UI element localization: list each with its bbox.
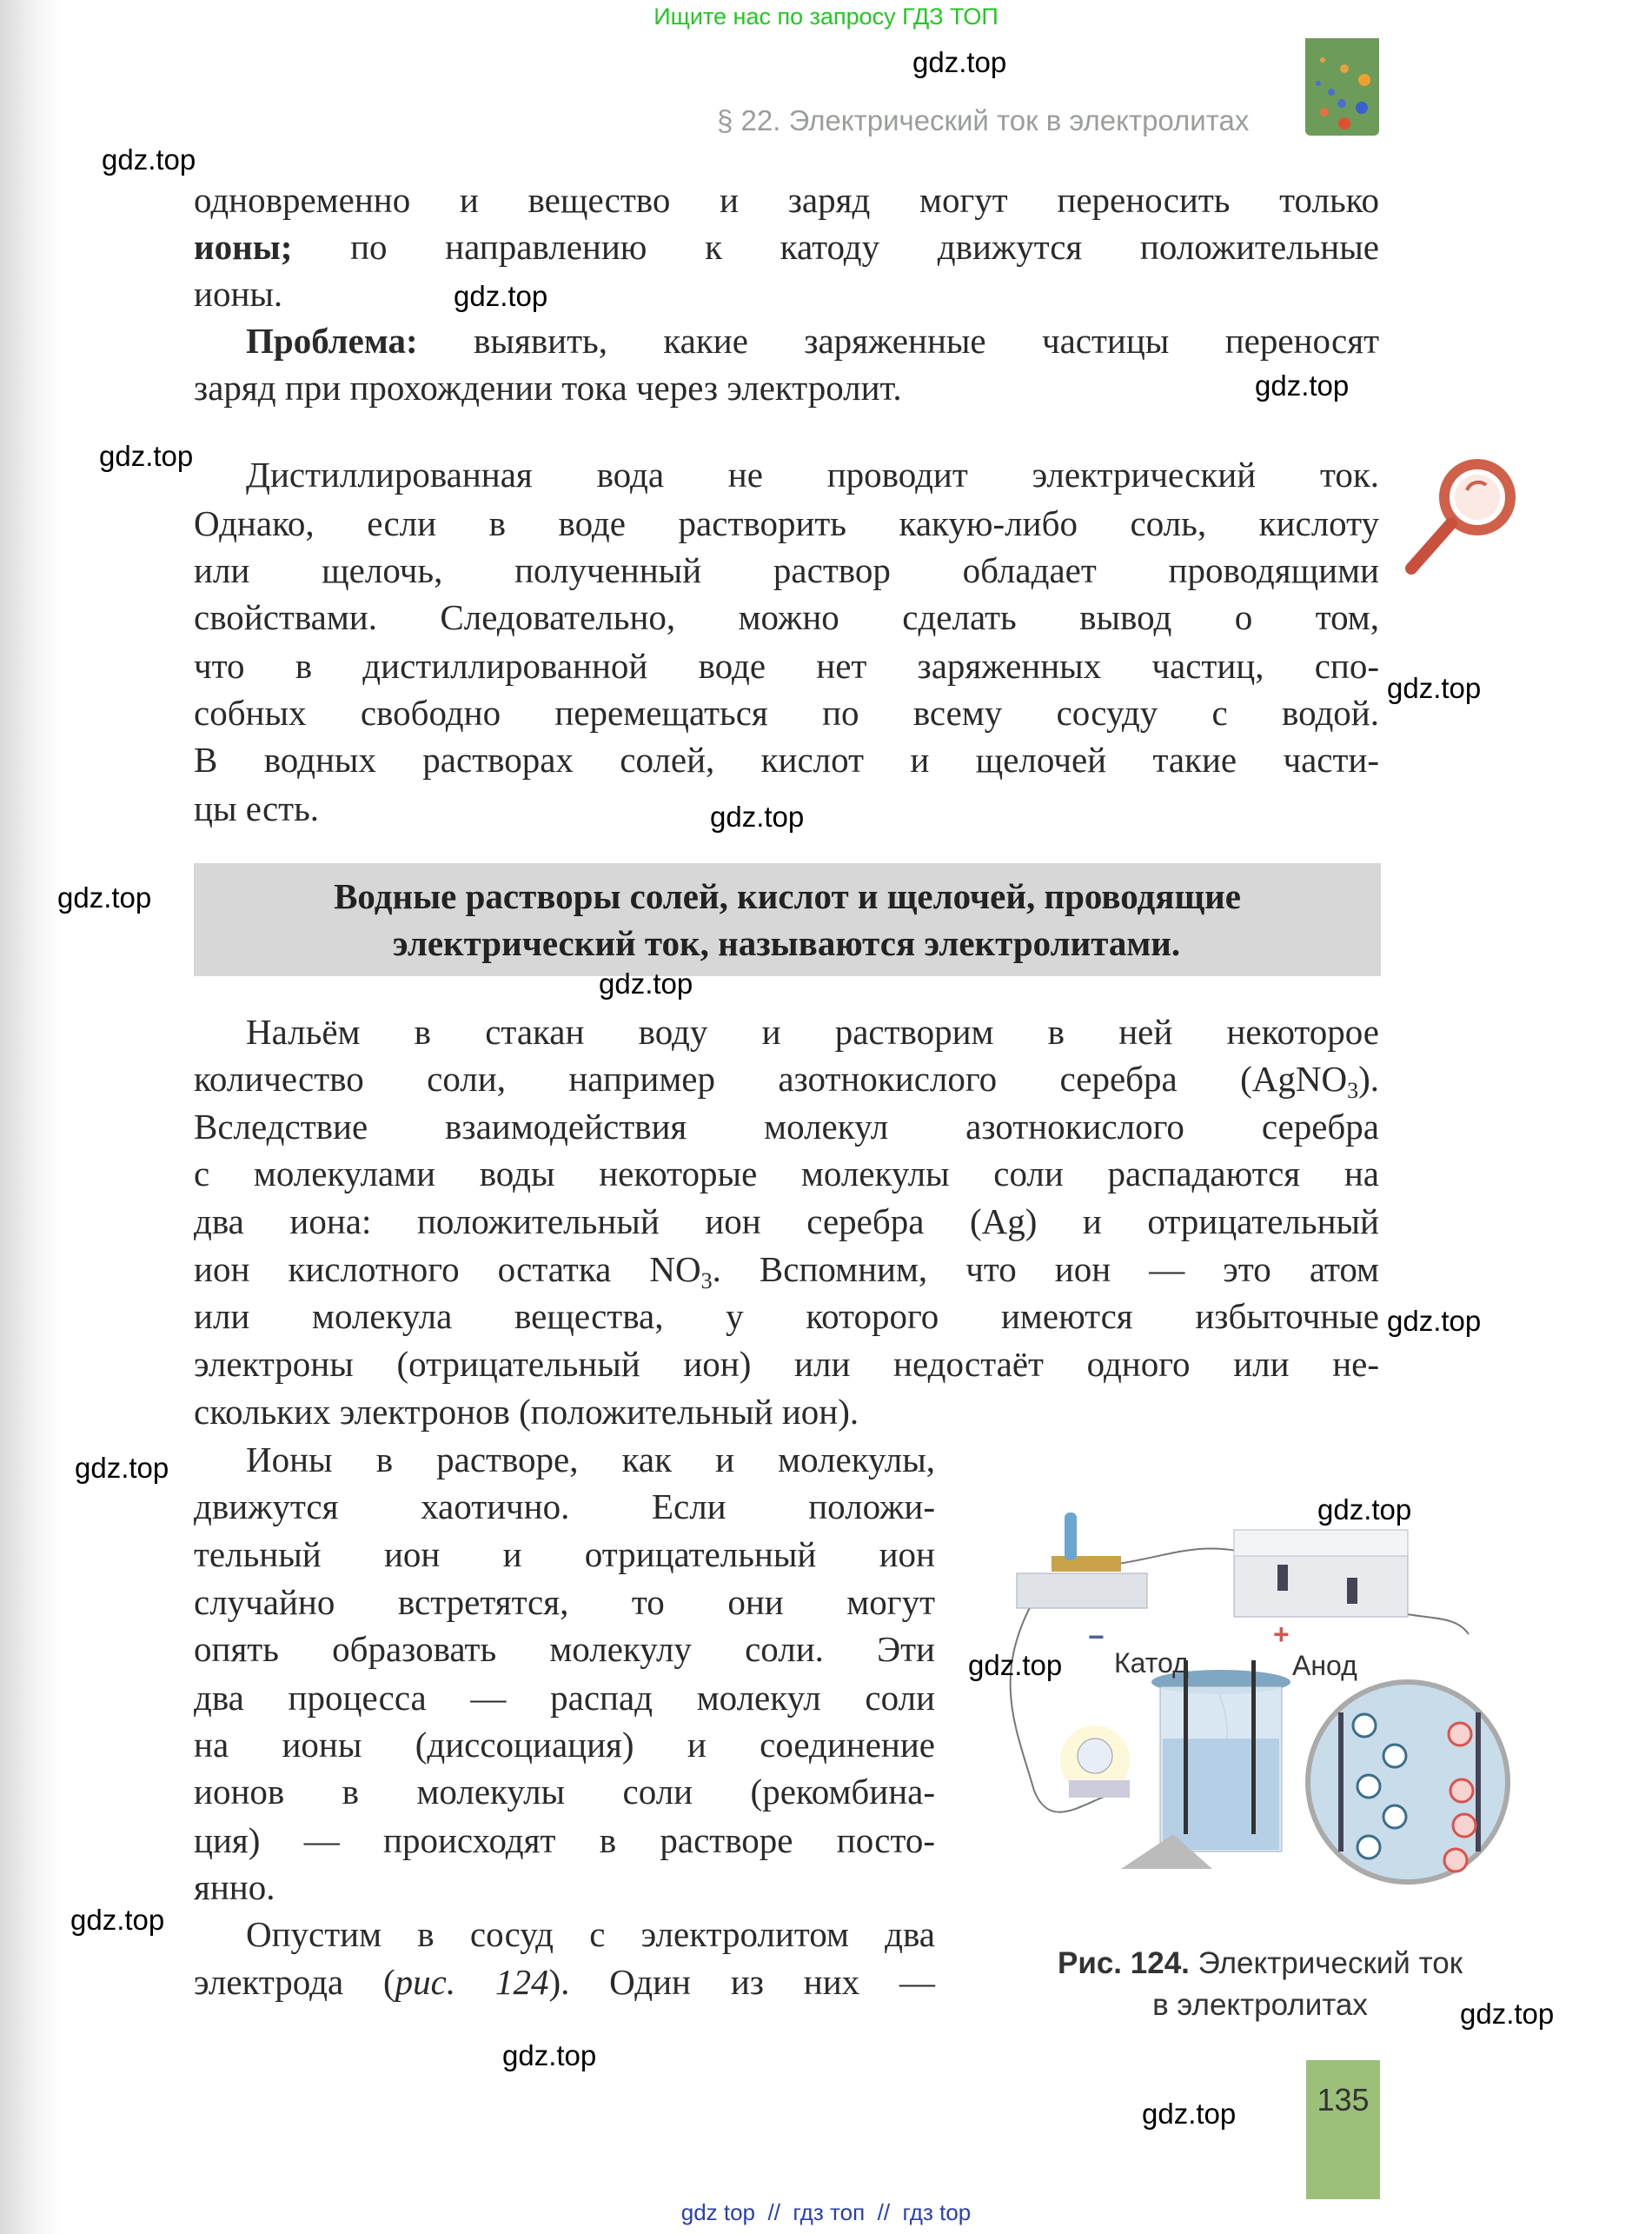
text-segment: В водных растворах солей, кислот и щелочей такие части-	[194, 740, 1379, 780]
body-line	[194, 1817, 935, 1864]
power-supply-icon	[1234, 1530, 1408, 1617]
chapter-tab-decoration	[1305, 38, 1379, 136]
section-header: § 22. Электрический ток в электролитах	[717, 104, 1250, 136]
watermark: gdz.top	[502, 2039, 597, 2071]
text-segment: движутся хаотично. Если положи-	[194, 1486, 935, 1526]
watermark: gdz.top	[75, 1452, 169, 1484]
caption-number: Рис. 124.	[1057, 1946, 1190, 1980]
text-segment: цы есть.	[194, 788, 320, 828]
watermark: gdz.top	[912, 46, 1007, 78]
body-line	[194, 176, 1379, 223]
watermark: gdz.top	[599, 967, 693, 1000]
watermark: gdz.top	[99, 440, 194, 472]
body-line	[194, 1150, 1379, 1197]
body-line	[194, 1055, 1379, 1102]
text-segment: свойствами. Следовательно, можно сделать вывод о том,	[194, 597, 1379, 637]
watermark: gdz.top	[1142, 2098, 1237, 2130]
text-segment: Нальём в стакан воду и растворим в ней некоторое	[246, 1012, 1379, 1052]
body-line	[246, 451, 1379, 498]
caption-line-2: в электролитах	[1152, 1988, 1368, 2022]
text-segment: выявить, какие заряженные частицы переносят	[417, 321, 1379, 361]
text-segment: ионов в молекулы соли (рекомбина-	[194, 1772, 935, 1812]
body-line	[246, 1911, 935, 1958]
text-segment: два процесса — распад молекул соли	[194, 1678, 935, 1718]
body-line	[194, 364, 1379, 411]
body-line	[194, 223, 1379, 270]
anode-label: Анод	[1292, 1650, 1357, 1681]
text-segment: что в дистиллированной воде нет заряженных частиц, спо-	[194, 646, 1379, 686]
body-line	[194, 1293, 1379, 1340]
ion-magnification-icon	[1308, 1682, 1508, 1882]
body-line	[194, 642, 1379, 689]
body-line	[194, 1103, 1379, 1150]
body-line	[246, 1436, 935, 1483]
text-segment: рис. 124	[395, 1962, 549, 2002]
body-line	[194, 547, 1379, 594]
text-segment: два иона: положительный ион серебра (Ag) и отрицательный	[194, 1201, 1379, 1241]
text-segment: по направлению к катоду движутся положительные	[292, 227, 1379, 267]
body-line	[194, 1626, 935, 1672]
text-segment: количество соли, например азотнокислого серебра (AgNO	[194, 1059, 1348, 1099]
page-shadow	[0, 0, 61, 2234]
text-segment: Вследствие взаимодействия молекул азотнокислого серебра	[194, 1107, 1379, 1147]
watermark: gdz.top	[1387, 1305, 1482, 1337]
switch-icon	[1017, 1513, 1147, 1608]
text-segment: тельный ион и отрицательный ион	[194, 1534, 935, 1574]
watermark: gdz.top	[454, 280, 548, 312]
body-line	[194, 270, 1379, 317]
text-segment: с молекулами воды некоторые молекулы соли распадаются на	[194, 1154, 1379, 1193]
body-line	[194, 1340, 1379, 1387]
text-segment: Ионы в растворе, как и молекулы,	[246, 1439, 935, 1479]
text-segment: . Вспомним, что ион — это атом	[712, 1249, 1379, 1289]
watermark: gdz.top	[70, 1904, 165, 1936]
text-segment: на ионы (диссоциация) и соединение	[194, 1725, 935, 1765]
definition-line-2: электрический ток, называются электролитами.	[392, 923, 1181, 963]
text-segment: Проблема:	[246, 321, 418, 361]
body-line	[194, 736, 1379, 783]
minus-sign: −	[1088, 1621, 1105, 1652]
text-segment: ионы;	[194, 227, 293, 267]
body-line	[194, 1721, 935, 1768]
plus-sign: +	[1273, 1619, 1290, 1650]
text-segment: ион кислотного остатка NO	[194, 1249, 701, 1289]
body-line	[194, 594, 1379, 641]
watermark: gdz.top	[57, 881, 152, 914]
watermark: gdz.top	[1255, 369, 1350, 402]
text-segment: опять образовать молекулу соли. Эти	[194, 1629, 935, 1669]
text-segment: 3	[1347, 1078, 1359, 1103]
body-line	[194, 1483, 935, 1530]
text-segment: Однако, если в воде растворить какую-либо соль, кислоту	[194, 503, 1379, 543]
page-tab	[1306, 2060, 1380, 2199]
watermark: gdz.top	[710, 801, 805, 833]
body-line	[194, 1768, 935, 1815]
search-ad-banner[interactable]: Ищите нас по запросу ГДЗ ТОП	[654, 3, 998, 30]
body-line	[194, 1674, 935, 1721]
text-segment: или щелочь, полученный раствор обладает проводящими	[194, 550, 1379, 590]
text-segment: собных свободно перемещаться по всему сосуду с водой.	[194, 693, 1379, 733]
text-segment: электроны (отрицательный ион) или недостаёт одного или не-	[194, 1344, 1379, 1384]
page-number: 135	[1317, 2082, 1370, 2118]
body-line	[246, 1008, 1379, 1055]
text-segment: 3	[700, 1268, 713, 1293]
text-segment: Опустим в сосуд с электролитом два	[246, 1914, 935, 1954]
body-line	[246, 317, 1379, 364]
text-segment: электрода (	[194, 1962, 395, 2002]
text-segment: ция) — происходят в растворе посто-	[194, 1820, 935, 1860]
caption-line-1: Электрический ток	[1189, 1946, 1463, 1980]
body-line	[194, 1864, 935, 1911]
text-segment: янно.	[194, 1867, 275, 1907]
lamp-icon	[1060, 1725, 1130, 1798]
watermark: gdz.top	[1387, 672, 1482, 704]
text-segment: одновременно и вещество и заряд могут переносить только	[194, 180, 1379, 220]
footer-links[interactable]: gdz top // гдз топ // гдз top	[680, 2199, 972, 2225]
body-line	[194, 500, 1379, 547]
watermark: gdz.top	[968, 1649, 1063, 1681]
text-segment: скольких электронов (положительный ион).	[194, 1392, 859, 1432]
text-segment: заряд при прохождении тока через электролит.	[194, 368, 902, 408]
text-segment: Дистиллированная вода не проводит электрический ток.	[246, 455, 1379, 495]
watermark: gdz.top	[102, 143, 196, 176]
beaker-icon	[1151, 1660, 1290, 1852]
molecules-icon	[1305, 38, 1379, 136]
body-line	[194, 1579, 935, 1626]
cathode-label: Катод	[1114, 1647, 1189, 1679]
watermark: gdz.top	[1317, 1493, 1412, 1526]
body-line	[194, 1958, 935, 2005]
definition-line-1: Водные растворы солей, кислот и щелочей, проводящие	[334, 876, 1241, 916]
figure-caption	[999, 1943, 1521, 2026]
body-line	[194, 1198, 1379, 1245]
text-segment: ).	[1358, 1059, 1379, 1099]
electrolysis-figure	[999, 1504, 1521, 1956]
body-line	[194, 1246, 1379, 1293]
body-line	[194, 689, 1379, 736]
text-segment: ионы.	[194, 274, 283, 314]
body-line	[194, 1531, 935, 1578]
watermark: gdz.top	[1460, 1998, 1555, 2030]
body-line	[194, 1388, 1379, 1435]
magnifier-icon	[1401, 454, 1523, 580]
text-segment: ). Один из них —	[548, 1962, 935, 2002]
text-segment: случайно встретятся, то они могут	[194, 1582, 935, 1622]
text-segment: или молекула вещества, у которого имеются избыточные	[194, 1296, 1379, 1336]
